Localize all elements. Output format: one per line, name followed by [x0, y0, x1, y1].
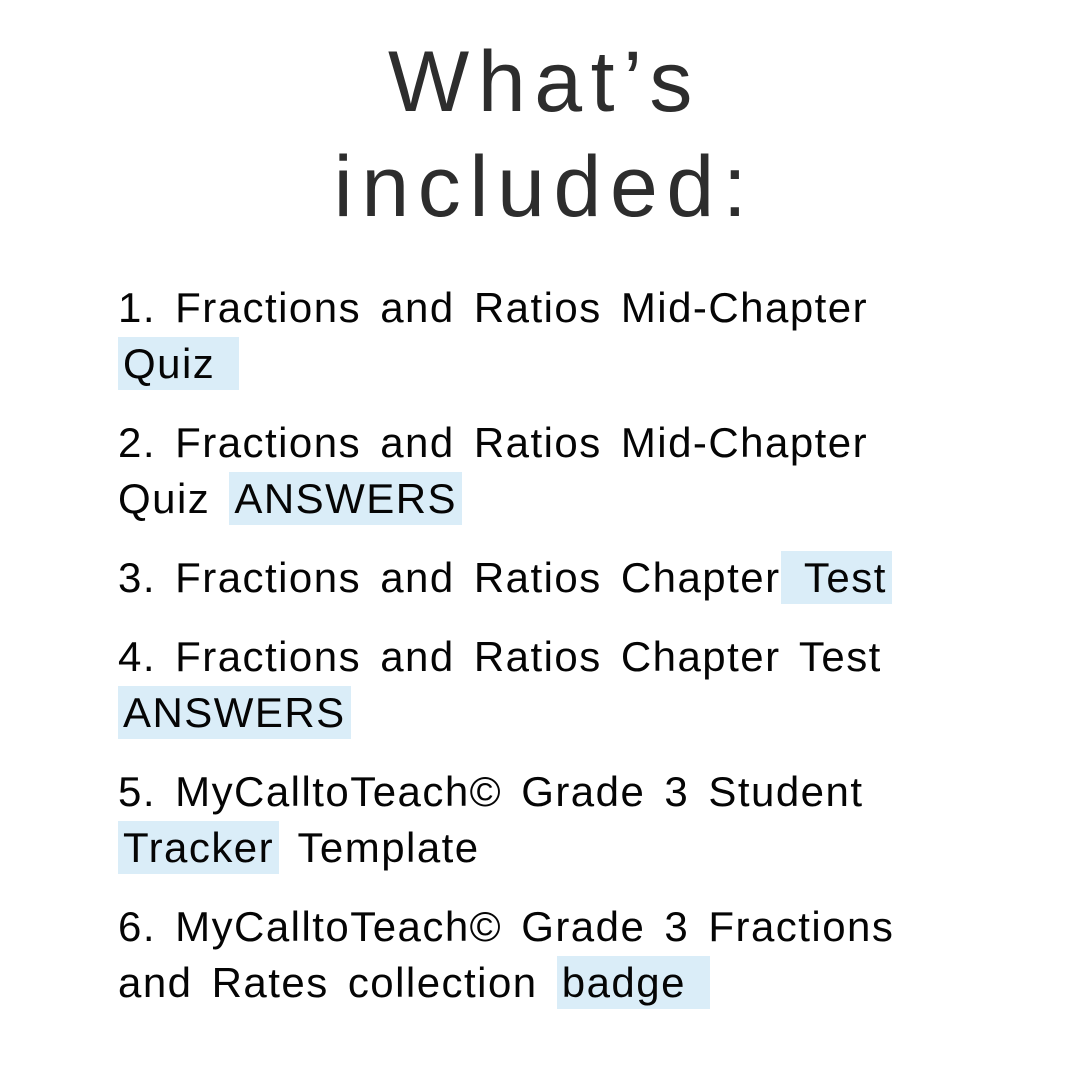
included-list: [0, 280, 1089, 1011]
list-item-line: [118, 415, 1029, 471]
list-item-line: [118, 685, 1029, 741]
list-item-line: [118, 629, 1029, 685]
item-text: Quiz: [118, 474, 230, 522]
list-item-line: [118, 955, 1029, 1011]
title-line: What’s: [388, 34, 701, 130]
list-item: [118, 629, 1029, 741]
list-item: [118, 764, 1029, 876]
item-text: 3. Fractions and Ratios Chapter: [118, 553, 781, 601]
highlighted-text: Quiz: [118, 337, 239, 390]
list-item-line: [118, 280, 1029, 336]
title-line: included:: [333, 138, 756, 235]
item-text: and Rates collection: [118, 958, 557, 1006]
highlighted-text: badge: [557, 956, 710, 1009]
list-item: [118, 899, 1029, 1011]
list-item: [118, 280, 1029, 392]
highlighted-text: Tracker: [118, 821, 279, 874]
list-item: [118, 550, 1029, 606]
list-item-line: [118, 764, 1029, 820]
list-item-line: [118, 550, 1029, 606]
list-item-line: [118, 820, 1029, 876]
highlighted-text: Test: [781, 551, 892, 604]
item-text: 6. MyCalltoTeach© Grade 3 Fractions: [118, 902, 895, 950]
highlighted-text: ANSWERS: [118, 686, 351, 739]
highlighted-text: ANSWERS: [229, 472, 462, 525]
item-text: Template: [279, 823, 480, 871]
item-text: 1. Fractions and Ratios Mid-Chapter: [118, 283, 869, 331]
list-item-line: [118, 471, 1029, 527]
list-item: [118, 415, 1029, 527]
list-item-line: [118, 899, 1029, 955]
list-item-line: [118, 336, 1029, 392]
item-text: 5. MyCalltoTeach© Grade 3 Student: [118, 767, 864, 815]
item-text: 4. Fractions and Ratios Chapter Test: [118, 632, 882, 680]
item-text: 2. Fractions and Ratios Mid-Chapter: [118, 418, 869, 466]
page-title: [0, 30, 1089, 240]
